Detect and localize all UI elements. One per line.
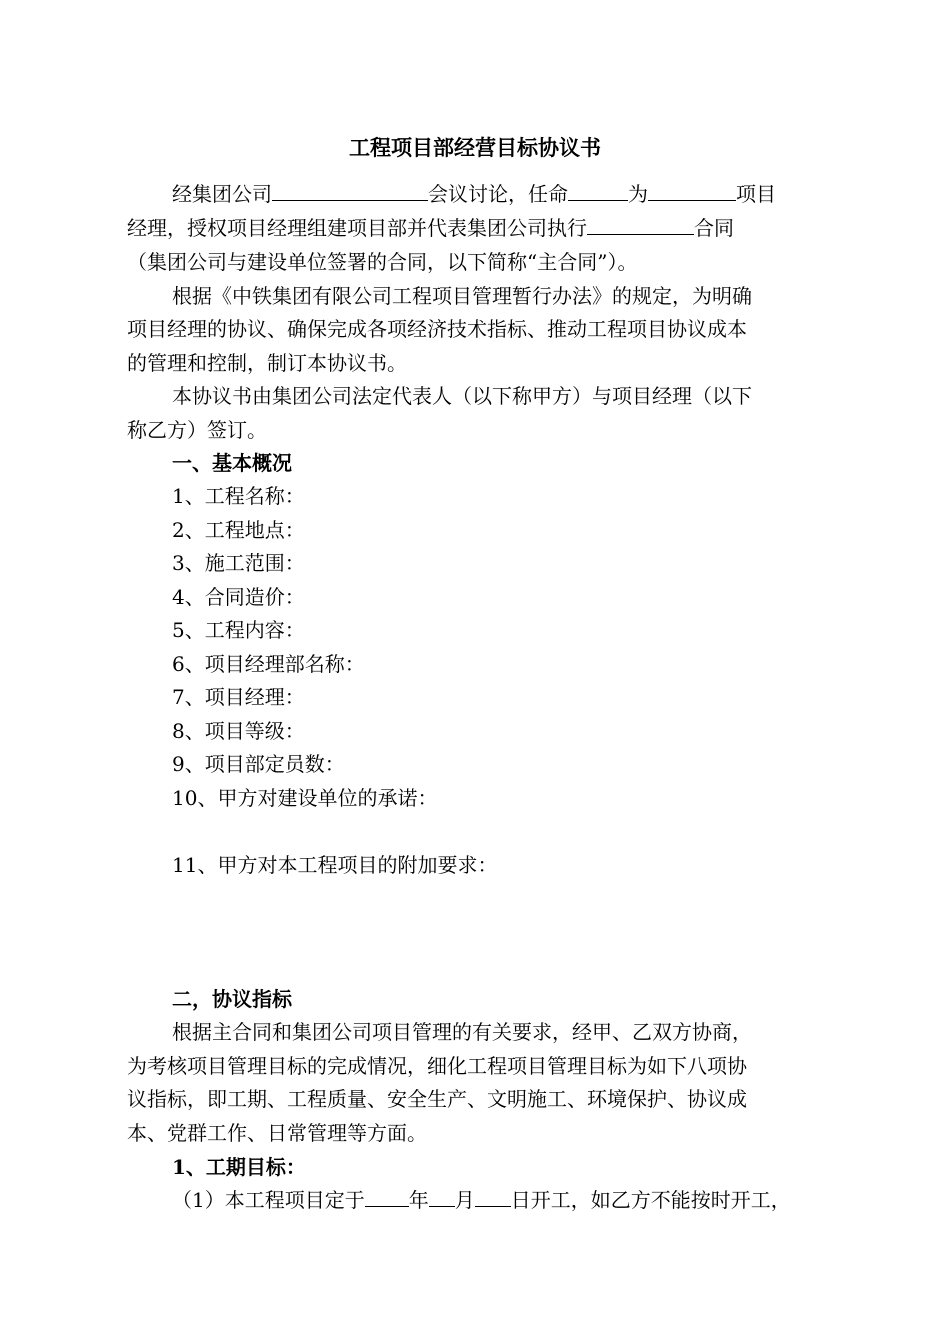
subsection-heading: 1、工期目标：	[172, 1155, 306, 1179]
blank-project	[648, 178, 736, 201]
intro-line-3: （集团公司与建设单位签署的合同，以下简称“主合同”）。	[127, 250, 638, 274]
list-item: 5、工程内容：	[172, 618, 305, 642]
blank-meeting	[272, 178, 428, 201]
list-item: 3、施工范围：	[172, 551, 305, 575]
basis-line-2: 项目经理的协议、确保完成各项经济技术指标、推动工程项目协议成本	[127, 317, 747, 341]
intro-line-2	[127, 211, 734, 245]
blank-appointee	[568, 178, 628, 201]
list-item: 7、项目经理：	[172, 685, 305, 709]
section2-line-1: 根据主合同和集团公司项目管理的有关要求，经甲、乙双方协商，	[172, 1020, 752, 1044]
basis-line-1: 根据《中铁集团有限公司工程项目管理暂行办法》的规定，为明确	[172, 284, 752, 308]
list-item: 9、项目部定员数：	[172, 752, 345, 776]
parties-line-2: 称乙方）签订。	[127, 418, 267, 442]
basis-line-3: 的管理和控制，制订本协议书。	[127, 351, 407, 375]
schedule-text: 月	[454, 1188, 475, 1212]
intro-text: 项目	[736, 182, 776, 206]
section2-line-4: 本、党群工作、日常管理等方面。	[127, 1121, 427, 1145]
blank-day	[475, 1184, 511, 1207]
parties-line-1: 本协议书由集团公司法定代表人（以下称甲方）与项目经理（以下	[172, 384, 752, 408]
intro-line-1	[172, 177, 776, 211]
list-item: 6、项目经理部名称：	[172, 652, 365, 676]
intro-text: 会议讨论，任命	[428, 182, 568, 206]
blank-contract	[587, 212, 694, 235]
list-item: 10、甲方对建设单位的承诺：	[172, 786, 438, 810]
list-item: 11、甲方对本工程项目的附加要求：	[172, 853, 498, 877]
blank-month	[429, 1184, 455, 1207]
list-item: 8、项目等级：	[172, 719, 305, 743]
document-title: 工程项目部经营目标协议书	[349, 135, 601, 160]
intro-text: 为	[628, 182, 648, 206]
schedule-text: 日开工，如乙方不能按时开工，	[510, 1188, 791, 1212]
intro-text: 经集团公司	[172, 182, 272, 206]
section-heading: 二，协议指标	[172, 987, 292, 1011]
section2-line-3: 议指标，即工期、工程质量、安全生产、文明施工、环境保护、协议成	[127, 1087, 747, 1111]
intro-text: 经理，授权项目经理组建项目部并代表集团公司执行	[127, 216, 587, 240]
list-item: 1、工程名称：	[172, 484, 305, 508]
intro-text: 合同	[694, 216, 734, 240]
schedule-text: 年	[408, 1188, 429, 1212]
blank-year	[365, 1184, 409, 1207]
schedule-text: （1）本工程项目定于	[172, 1188, 365, 1212]
section2-line-2: 为考核项目管理目标的完成情况，细化工程项目管理目标为如下八项协	[127, 1054, 747, 1078]
section-heading: 一、基本概况	[172, 451, 292, 475]
schedule-line	[172, 1183, 791, 1217]
list-item: 4、合同造价：	[172, 585, 305, 609]
list-item: 2、工程地点：	[172, 518, 305, 542]
